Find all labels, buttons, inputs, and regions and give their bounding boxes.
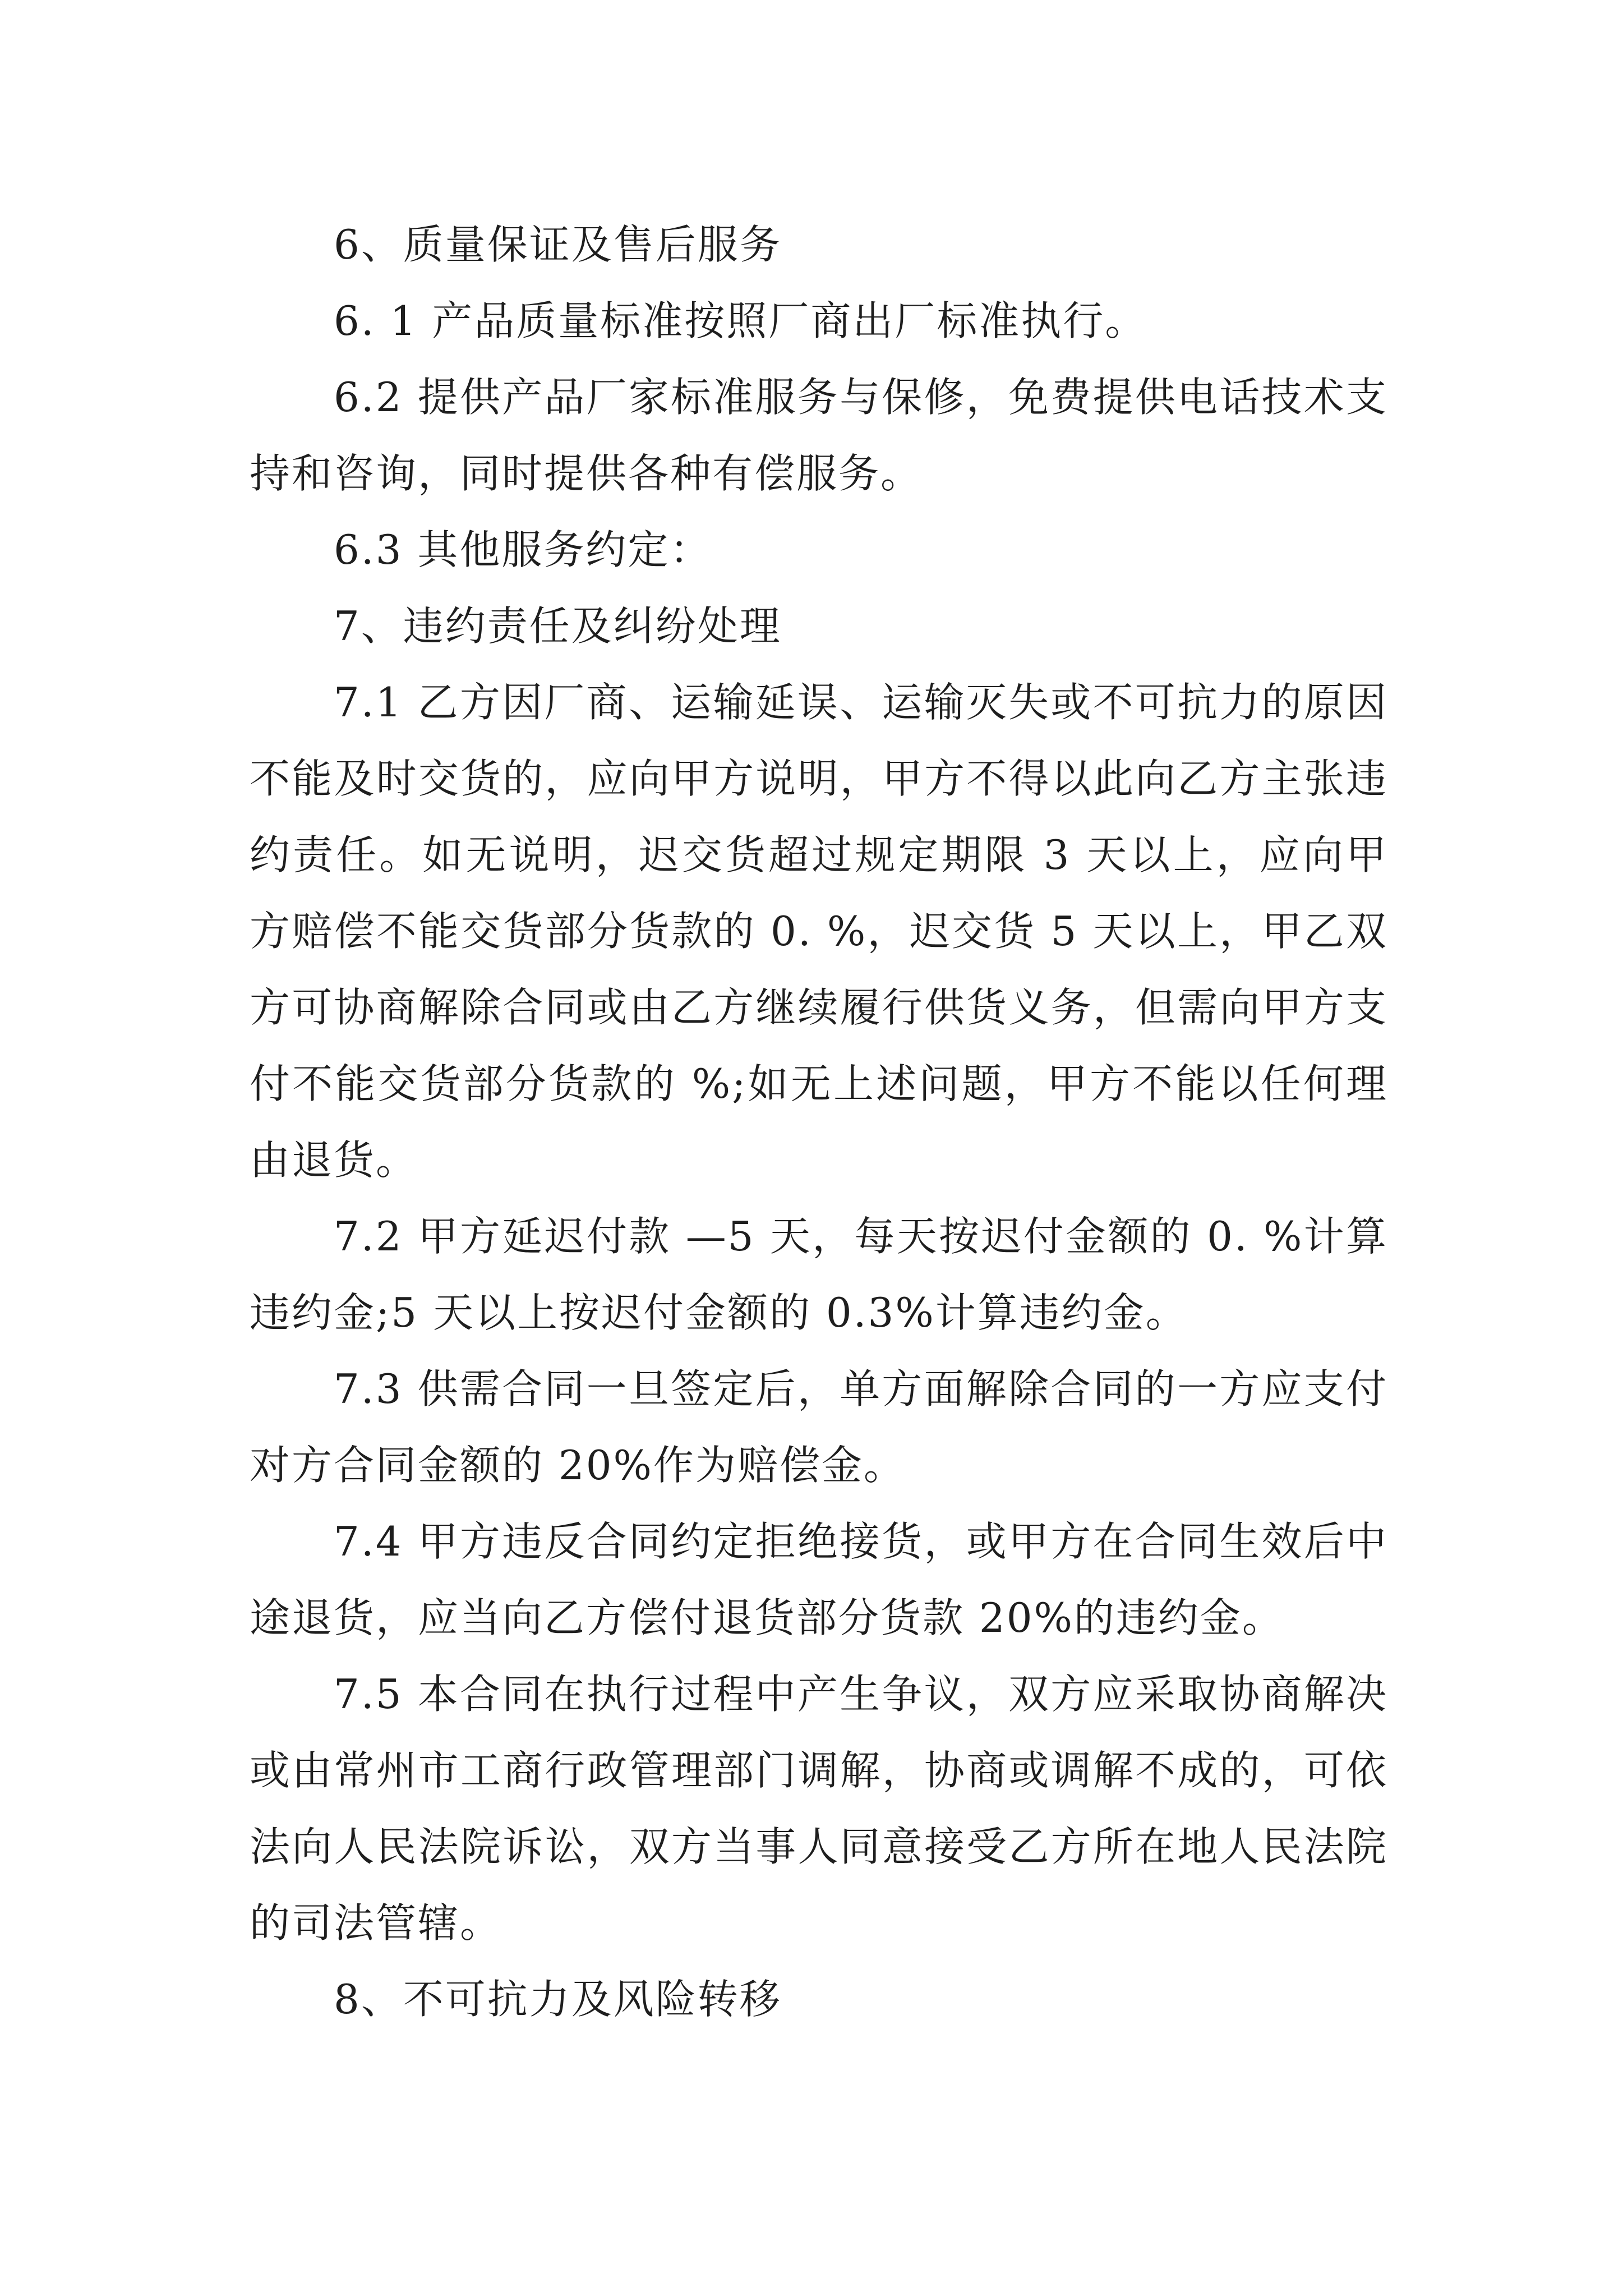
clause-6-1: 6. 1 产品质量标准按照厂商出厂标准执行。 xyxy=(334,297,1147,344)
heading-section-8: 8、不可抗力及风险转移 xyxy=(334,1976,782,2023)
clause-6-3: 6.3 其他服务约定： xyxy=(334,526,712,573)
clause-7-2: 7.2 甲方延迟付款 —5 天，每天按迟付金额的 0. %计算违约金;5 天以上按迟付金额的 0.3%计算违约金。 xyxy=(250,1213,1388,1336)
clause-7-3: 7.3 供需合同一旦签定后，单方面解除合同的一方应支付对方合同金额的 20%作为赔偿金。 xyxy=(250,1365,1388,1489)
clause-7-4: 7.4 甲方违反合同约定拒绝接货，或甲方在合同生效后中途退货，应当向乙方偿付退货部分货款 20%的违约金。 xyxy=(250,1518,1388,1641)
clause-7-1: 7.1 乙方因厂商、运输延误、运输灭失或不可抗力的原因不能及时交货的，应向甲方说明，甲方不得以此向乙方主张违约责任。如无说明，迟交货超过规定期限 3 天以上，应向甲方赔偿不能交货部分货款的 0. %，迟交货 5 天以上，甲乙双方可协商解除合同或由乙方继续履行供货义务，但需向甲方支付不能交货部分货款的 %;如无上述问题，甲方不能以任何理由退货。 xyxy=(250,679,1388,1184)
heading-section-7: 7、违约责任及纠纷处理 xyxy=(334,602,782,650)
heading-section-6: 6、质量保证及售后服务 xyxy=(334,221,782,268)
clause-7-5: 7.5 本合同在执行过程中产生争议，双方应采取协商解决或由常州市工商行政管理部门调解，协商或调解不成的，可依法向人民法院诉讼，双方当事人同意接受乙方所在地人民法院的司法管辖。 xyxy=(250,1671,1388,1947)
clause-6-2: 6.2 提供产品厂家标准服务与保修，免费提供电话技术支持和咨询，同时提供各种有偿服务。 xyxy=(250,374,1388,497)
document-body xyxy=(250,206,1388,2037)
